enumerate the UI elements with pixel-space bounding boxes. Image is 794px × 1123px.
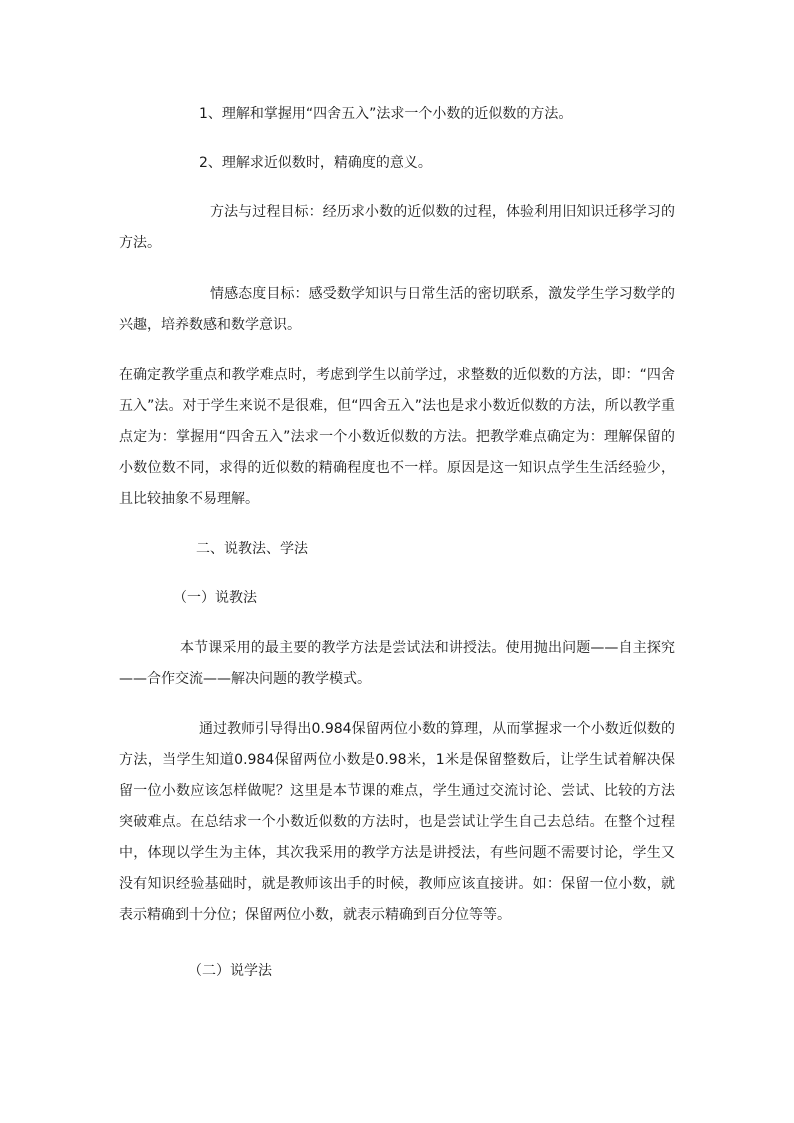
section-2-heading: 二、说教法、学法 bbox=[196, 541, 308, 557]
teaching-method-detail: 通过教师引导得出0.984保留两位小数的算理，从而掌握求一个小数近似数的方法，当学生知道0.984保留两位小数是0.98米，1米是保留整数后，让学生试着解决保留一位小数应该怎样做呢？这里是本节课的难点，学生通过交流讨论、尝试、比较的方法突破难点。在总结求一个小数近似数的方法时，也是尝试让学生自己去总结。在整个过程中，体现以学生为主体，其次我采用的教学方法是讲授法，有些问题不需要讨论，学生又没有知识经验基础时，就是教师该出手的时候，教师应该直接讲。如：保留一位小数，就表示精确到十分位；保留两位小数，就表示精确到百分位等等。 bbox=[119, 721, 675, 923]
objective-1: 1、理解和掌握用“四舍五入”法求一个小数的近似数的方法。 bbox=[199, 106, 573, 122]
teaching-method-intro: 本节课采用的最主要的教学方法是尝试法和讲授法。使用抛出问题——自主探究——合作交流——解决问题的教学模式。 bbox=[119, 640, 675, 687]
key-difficult-points-paragraph: 在确定教学重点和教学难点时，考虑到学生以前学过，求整数的近似数的方法，即：“四舍五入”法。对于学生来说不是很难，但“四舍五入”法也是求小数近似数的方法，所以教学重点定为：掌握用“四舍五入”法求一个小数近似数的方法。把教学难点确定为：理解保留的小数位数不同，求得的近似数的精确程度也不一样。原因是这一知识点学生生活经验少，且比较抽象不易理解。 bbox=[119, 367, 675, 507]
subsection-teaching-method-heading: （一）说教法 bbox=[173, 590, 257, 606]
objective-2: 2、理解求近似数时，精确度的意义。 bbox=[199, 155, 432, 171]
subsection-learning-method-heading: （二）说学法 bbox=[188, 963, 272, 979]
method-process-goal: 方法与过程目标：经历求小数的近似数的过程，体验利用旧知识迁移学习的方法。 bbox=[119, 204, 675, 251]
emotion-attitude-goal: 情感态度目标：感受数学知识与日常生活的密切联系，激发学生学习数学的兴趣，培养数感和数学意识。 bbox=[119, 286, 675, 333]
